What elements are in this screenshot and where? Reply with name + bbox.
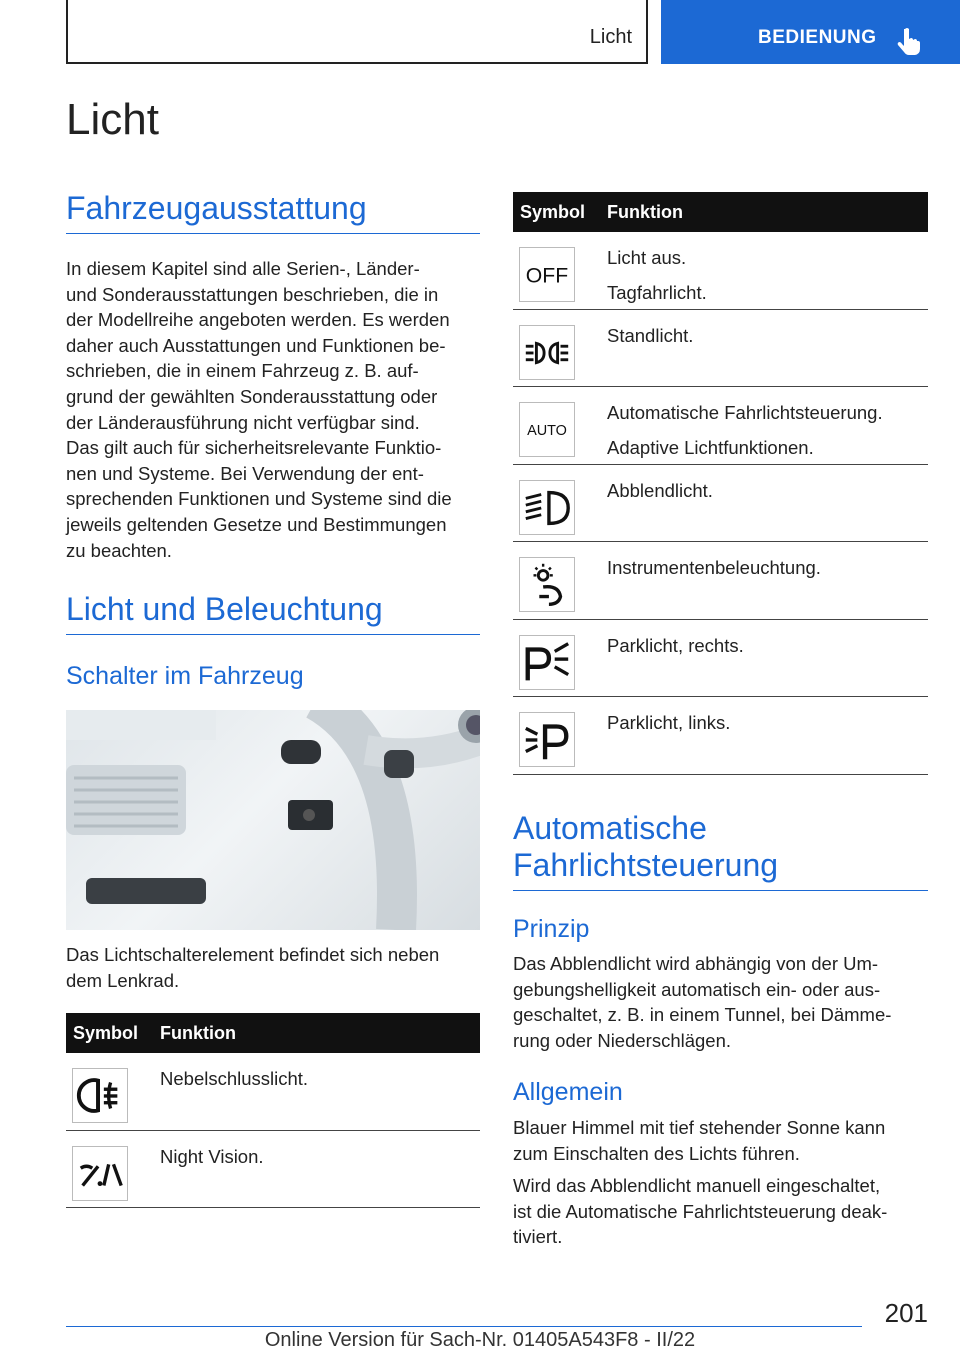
row-function: Standlicht. (607, 325, 694, 346)
vehicle-interior-photo (66, 710, 480, 930)
right-table-header: Symbol Funktion (513, 192, 928, 232)
table-row (513, 620, 928, 697)
left-table-header: Symbol Funktion (66, 1013, 480, 1053)
row-function: Licht aus. Tagfahrlicht. (607, 247, 707, 303)
svg-text:OFF: OFF (525, 264, 569, 288)
page-number: 201 (884, 1298, 928, 1328)
table-row (513, 232, 928, 310)
table-row (513, 387, 928, 465)
row-function: Parklicht, rechts. (607, 635, 744, 656)
general-paragraph-2: Wird das Abblendlicht manuell eingeschaltet, ist die Automatische Fahrlichtsteuerung deak- tiviert. (513, 1175, 888, 1248)
principle-paragraph: Das Abblendlicht wird abhängig von der Um- gebungshelligkeit automatisch ein- oder aus- geschaltet, z. B. in einem Tunnel, bei Dämme- rung oder Niederschlägen. (513, 953, 892, 1051)
row-function: Automatische Fahrlichtsteuerung. Adaptive Lichtfunktionen. (607, 402, 883, 458)
subheading-allgemein: Allgemein (513, 1078, 623, 1106)
page-title: Licht (66, 95, 159, 144)
table-row (66, 1053, 480, 1131)
heading-fahrzeugausstattung: Fahrzeugausstattung (66, 190, 480, 234)
table-row (513, 542, 928, 620)
table-row (513, 310, 928, 387)
svg-text:AUTO: AUTO (527, 422, 567, 439)
heading-automatische-fahrlichtsteuerung: Automatische Fahrlichtsteuerung (513, 810, 928, 891)
footer-divider (66, 1326, 862, 1327)
row-function: Parklicht, links. (607, 712, 731, 733)
auto-icon (519, 402, 575, 457)
footer-version-text: Online Version für Sach-Nr. 01405A543F8 - II/22 (264, 1329, 696, 1351)
rear-fog-light-icon (72, 1068, 128, 1123)
chapter-label: Licht (589, 26, 632, 48)
off-icon (519, 247, 575, 302)
low-beam-icon (519, 480, 575, 535)
parking-light-icon (519, 325, 575, 380)
intro-paragraph: In diesem Kapitel sind alle Serien-, Länder- und Sonderausstattungen beschrieben, die in der Modellreihe angeboten werden. Es werden daher auch Ausstattungen und Funktionen be- schrieben, die in einem Fahrzeug z. B. auf- grund der gewählten Sonderausstattung oder der Länderausführung nicht verfügbar sind. Das gilt auch für sicherheitsrelevante Funktio- nen und Systeme. Bei Verwendung der ent- sprechenden Funktionen und Systeme sind die jeweils geltenden Gesetze und Bestimmungen zu beachten. (66, 258, 452, 561)
photo-caption: Das Lichtschalterelement befindet sich neben dem Lenkrad. (66, 944, 440, 991)
table-row (513, 465, 928, 542)
general-paragraph-1: Blauer Himmel mit tief stehender Sonne kann zum Einschalten des Lichts führen. (513, 1117, 886, 1164)
header-tab-chapter (66, 0, 648, 64)
row-function: Nebelschlusslicht. (160, 1068, 309, 1089)
subheading-schalter: Schalter im Fahrzeug (66, 662, 304, 690)
table-row (513, 697, 928, 775)
row-function: Instrumentenbeleuchtung. (607, 557, 821, 578)
night-vision-icon (72, 1146, 128, 1201)
heading-licht-und-beleuchtung: Licht und Beleuchtung (66, 591, 480, 635)
table-row (66, 1131, 480, 1208)
parking-right-icon (519, 635, 575, 690)
parking-left-icon (519, 712, 575, 767)
hand-pointer-icon (896, 27, 920, 55)
subheading-prinzip: Prinzip (513, 915, 590, 943)
row-function: Abblendlicht. (607, 480, 713, 501)
row-function: Night Vision. (160, 1146, 264, 1167)
section-label: BEDIENUNG (758, 27, 877, 48)
instrument-lighting-icon (519, 557, 575, 612)
